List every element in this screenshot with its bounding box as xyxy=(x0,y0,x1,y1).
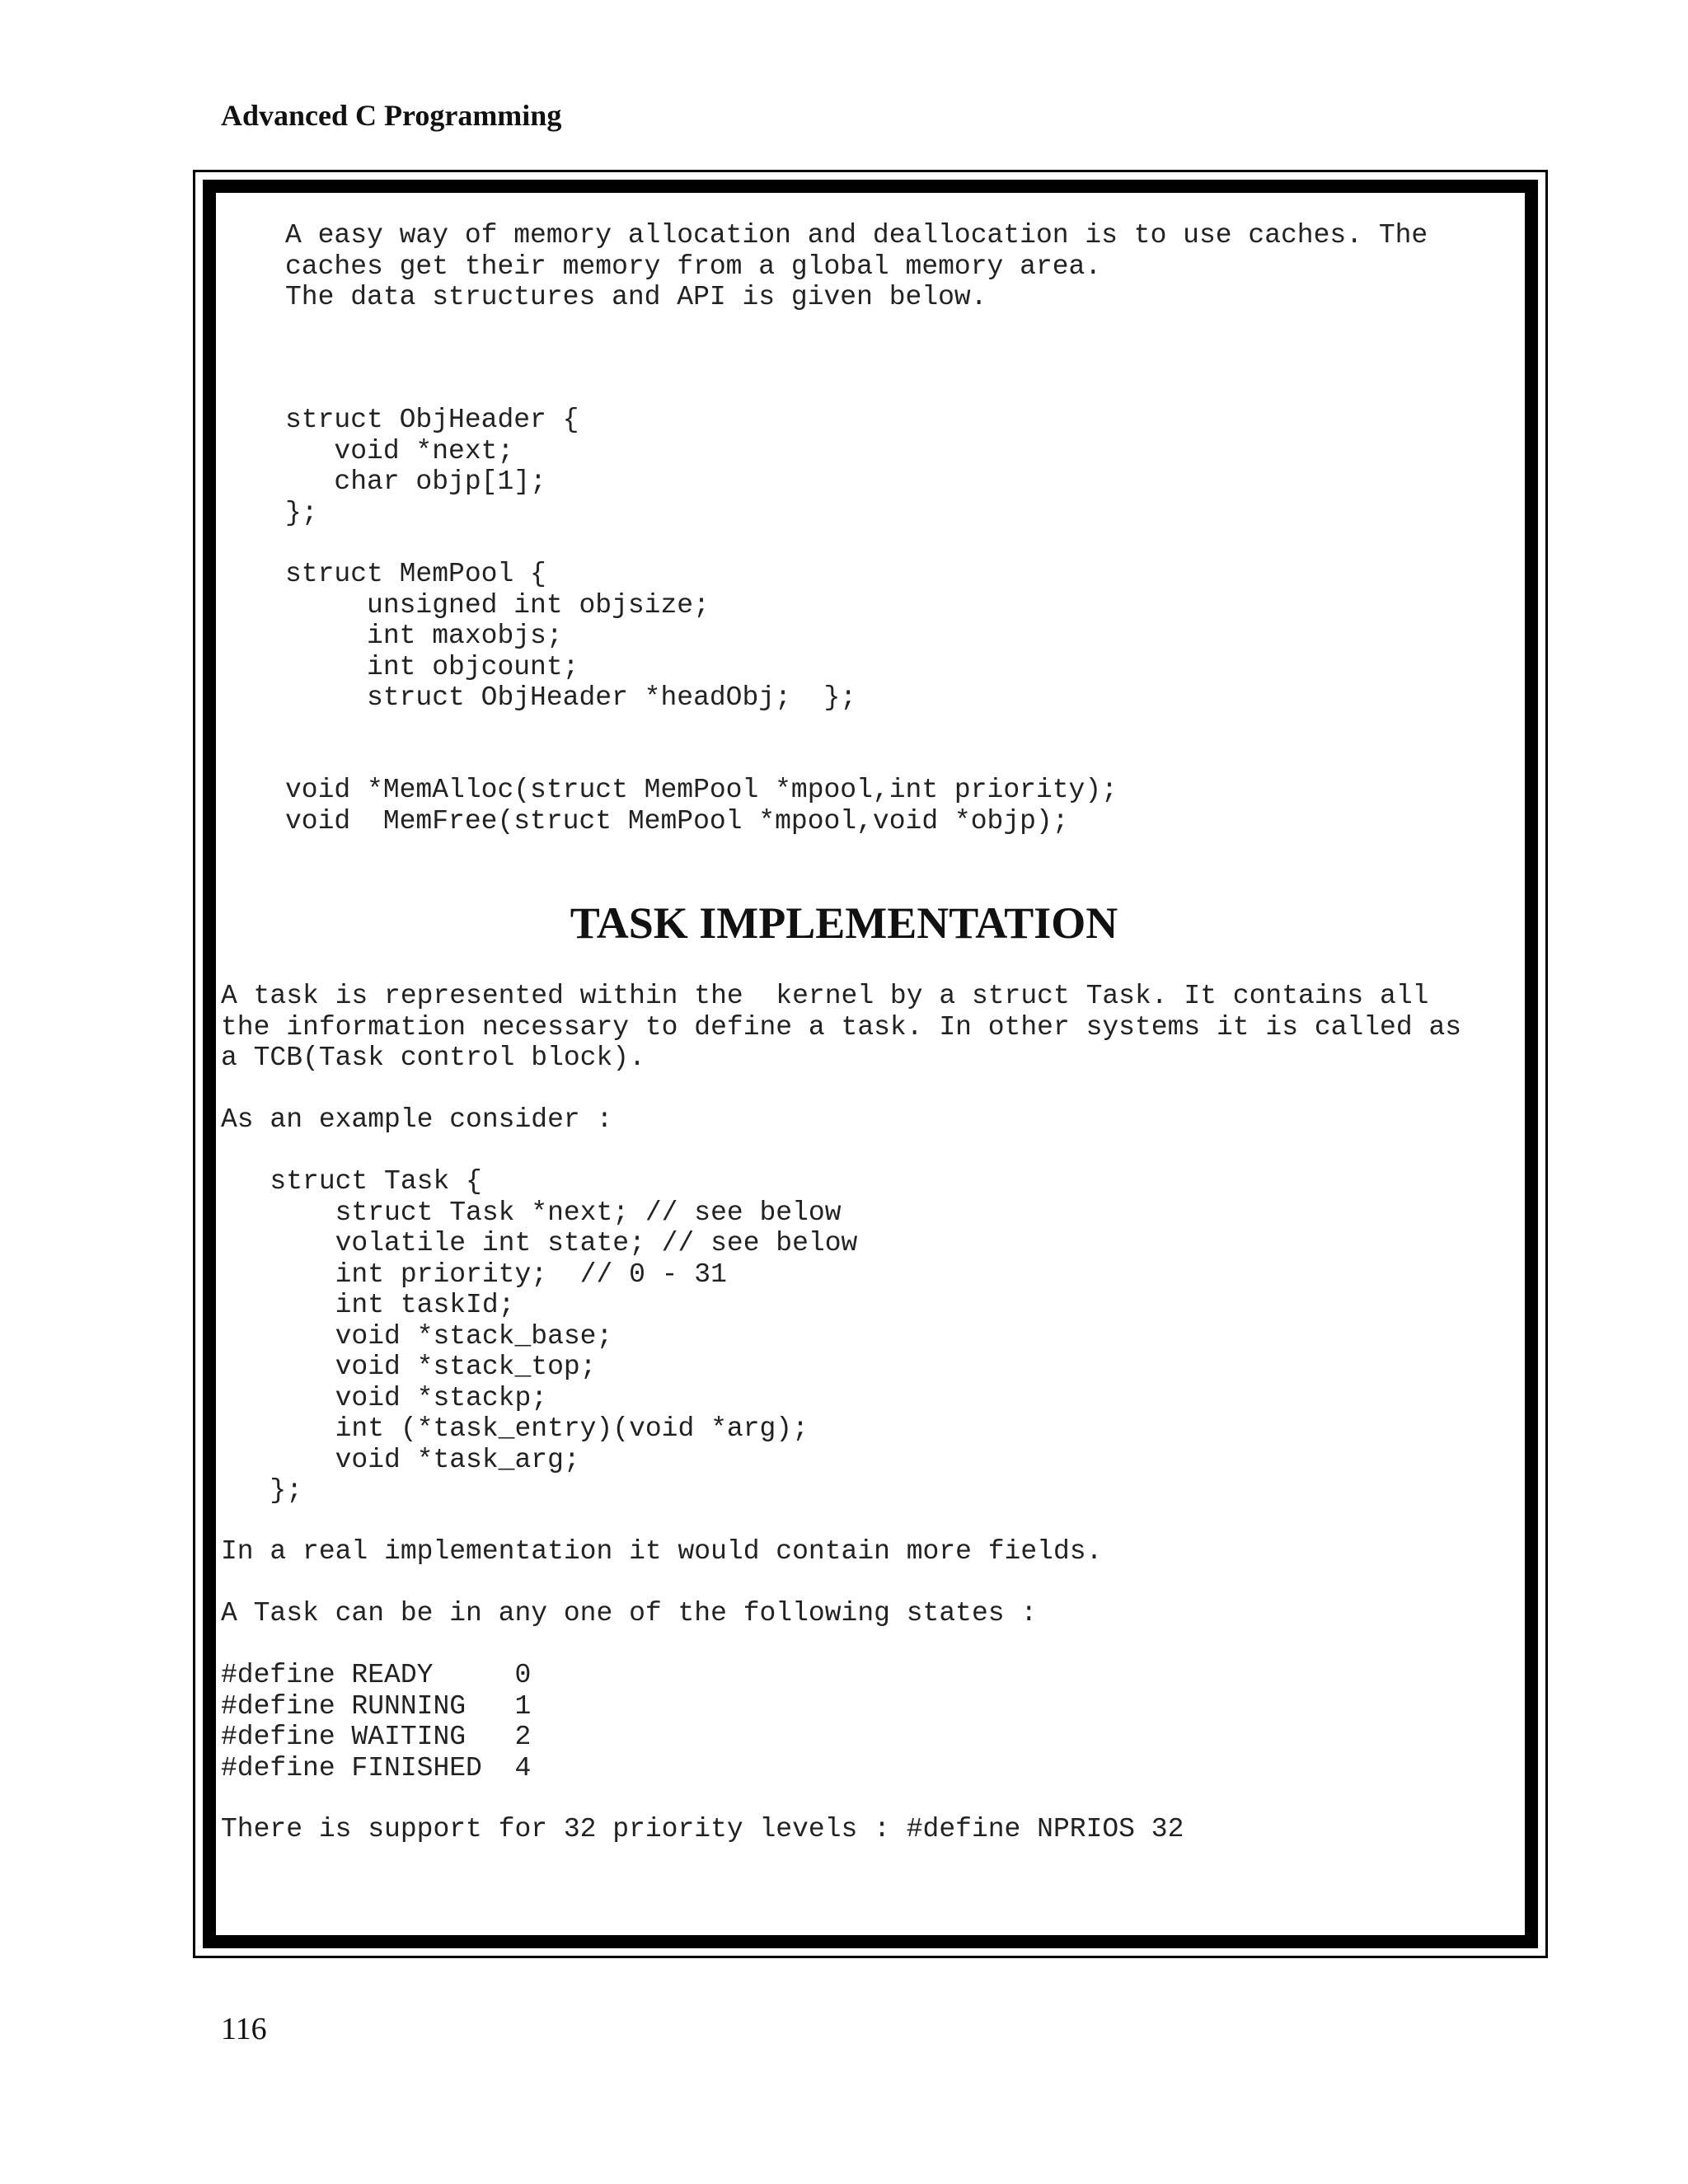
running-header: Advanced C Programming xyxy=(221,99,562,132)
code-state-defines: #define READY 0 #define RUNNING 1 #define WAITING 2 #define FINISHED 4 xyxy=(221,1660,532,1783)
code-struct-task: struct Task { struct Task *next; // see below volatile int state; // see below int priority; // 0 - 31 int taskId; void *stack_base; void *stack_top; void *stackp; int (*task_entry)(void *arg); void *task_arg; }; xyxy=(270,1166,858,1506)
states-intro-line: A Task can be in any one of the following states : xyxy=(221,1598,1038,1629)
intro-paragraph: A easy way of memory allocation and deallocation is to use caches. The caches get their memory from a global memory area. The data structures and API is given below. xyxy=(285,220,1428,312)
real-implementation-note: In a real implementation it would contain more fields. xyxy=(221,1536,1103,1567)
code-struct-mempool: struct MemPool { unsigned int objsize; int maxobjs; int objcount; struct ObjHeader *headObj; }; xyxy=(285,559,857,713)
section-heading: TASK IMPLEMENTATION xyxy=(570,898,1118,948)
code-struct-objheader: struct ObjHeader { void *next; char objp[1]; }; xyxy=(285,405,579,528)
task-intro-paragraph: A task is represented within the kernel by a struct Task. It contains all the information necessary to define a task. In other systems it is called as a TCB(Task control block). xyxy=(221,981,1462,1073)
example-line: As an example consider : xyxy=(221,1104,613,1135)
page-number: 116 xyxy=(221,2012,267,2046)
code-function-prototypes: void *MemAlloc(struct MemPool *mpool,int priority); void MemFree(struct MemPool *mpool,void *objp); xyxy=(285,775,1118,837)
priority-levels-line: There is support for 32 priority levels : #define NPRIOS 32 xyxy=(221,1814,1184,1844)
